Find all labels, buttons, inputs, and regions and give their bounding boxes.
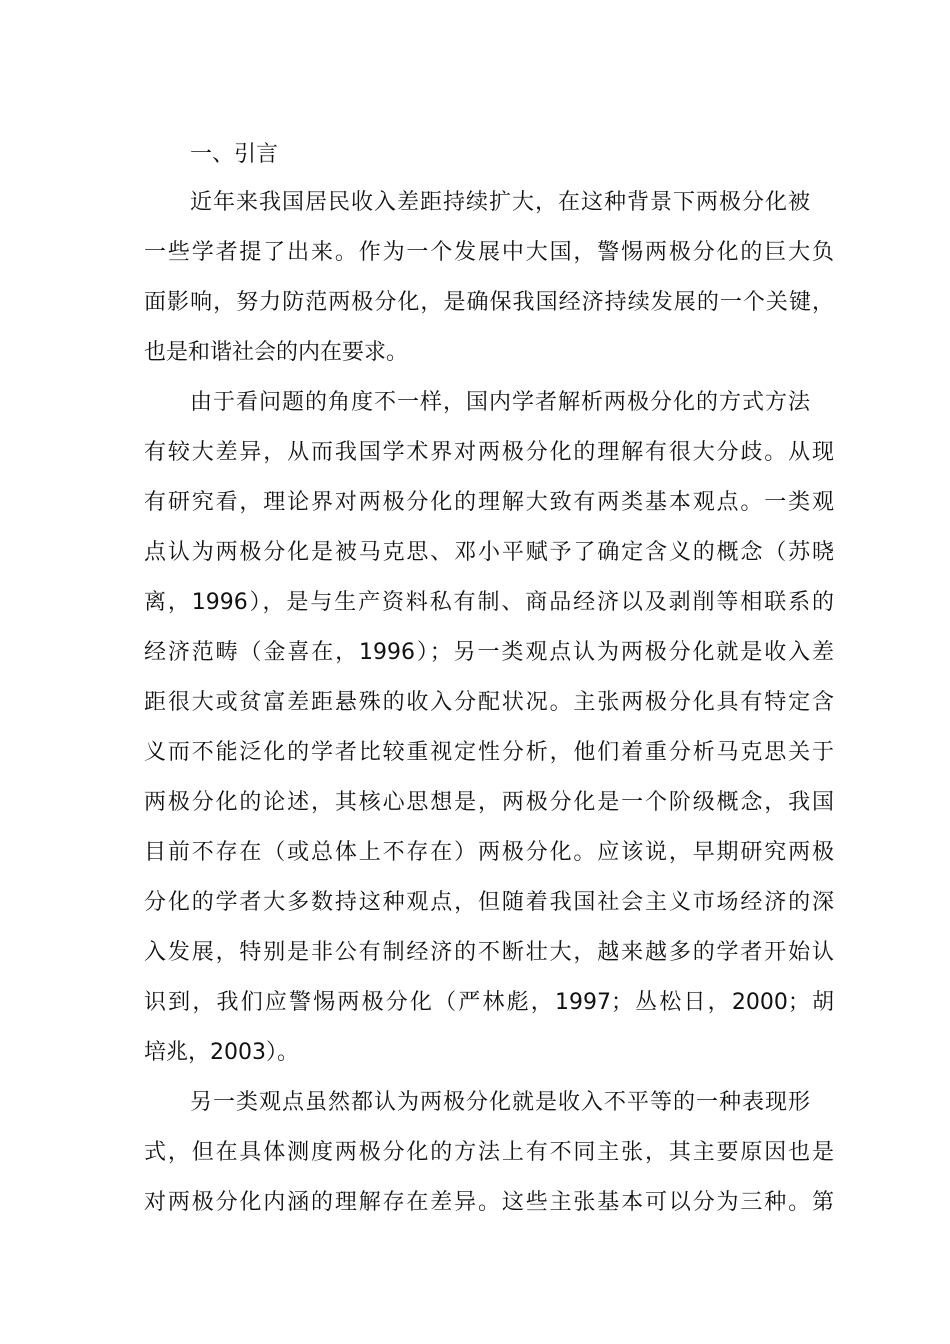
paragraph-1-line-4: 也是和谐社会的内在要求。 — [144, 340, 409, 365]
paragraph-2-line-13: 识到，我们应警惕两极分化（严林彪，1997；丛松日，2000；胡 — [144, 990, 834, 1015]
paragraph-2-line-4: 点认为两极分化是被马克思、邓小平赋予了确定含义的概念（苏晓 — [144, 540, 834, 565]
paragraph-1-line-2: 一些学者提了出来。作为一个发展中大国，警惕两极分化的巨大负 — [144, 240, 834, 265]
paragraph-2-line-7: 距很大或贫富差距悬殊的收入分配状况。主张两极分化具有特定含 — [144, 690, 834, 715]
paragraph-2-line-6: 经济范畴（金喜在，1996）；另一类观点认为两极分化就是收入差 — [144, 640, 834, 665]
paragraph-3-line-3: 对两极分化内涵的理解存在差异。这些主张基本可以分为三种。第 — [144, 1190, 834, 1215]
paragraph-3-line-2: 式，但在具体测度两极分化的方法上有不同主张，其主要原因也是 — [144, 1140, 834, 1165]
paragraph-2-line-9: 两极分化的论述，其核心思想是，两极分化是一个阶级概念，我国 — [144, 790, 834, 815]
paragraph-3-line-1: 另一类观点虽然都认为两极分化就是收入不平等的一种表现形 — [190, 1090, 810, 1115]
paragraph-2-line-3: 有研究看，理论界对两极分化的理解大致有两类基本观点。一类观 — [144, 490, 834, 515]
paragraph-2-line-2: 有较大差异，从而我国学术界对两极分化的理解有很大分歧。从现 — [144, 440, 834, 465]
paragraph-2-line-10: 目前不存在（或总体上不存在）两极分化。应该说，早期研究两极 — [144, 840, 834, 865]
section-heading: 一、引言 — [190, 142, 279, 167]
paragraph-1-line-1: 近年来我国居民收入差距持续扩大，在这种背景下两极分化被 — [190, 190, 810, 215]
paragraph-2-line-1: 由于看问题的角度不一样，国内学者解析两极分化的方式方法 — [190, 390, 810, 415]
paragraph-2-line-5: 离，1996），是与生产资料私有制、商品经济以及剥削等相联系的 — [144, 590, 834, 615]
paragraph-2-line-11: 分化的学者大多数持这种观点，但随着我国社会主义市场经济的深 — [144, 890, 834, 915]
paragraph-1-line-3: 面影响，努力防范两极分化，是确保我国经济持续发展的一个关键， — [144, 290, 834, 315]
paragraph-2-line-14: 培兆，2003）。 — [144, 1040, 299, 1065]
paragraph-2-line-12: 入发展，特别是非公有制经济的不断壮大，越来越多的学者开始认 — [144, 940, 834, 965]
paragraph-2-line-8: 义而不能泛化的学者比较重视定性分析，他们着重分析马克思关于 — [144, 740, 834, 765]
